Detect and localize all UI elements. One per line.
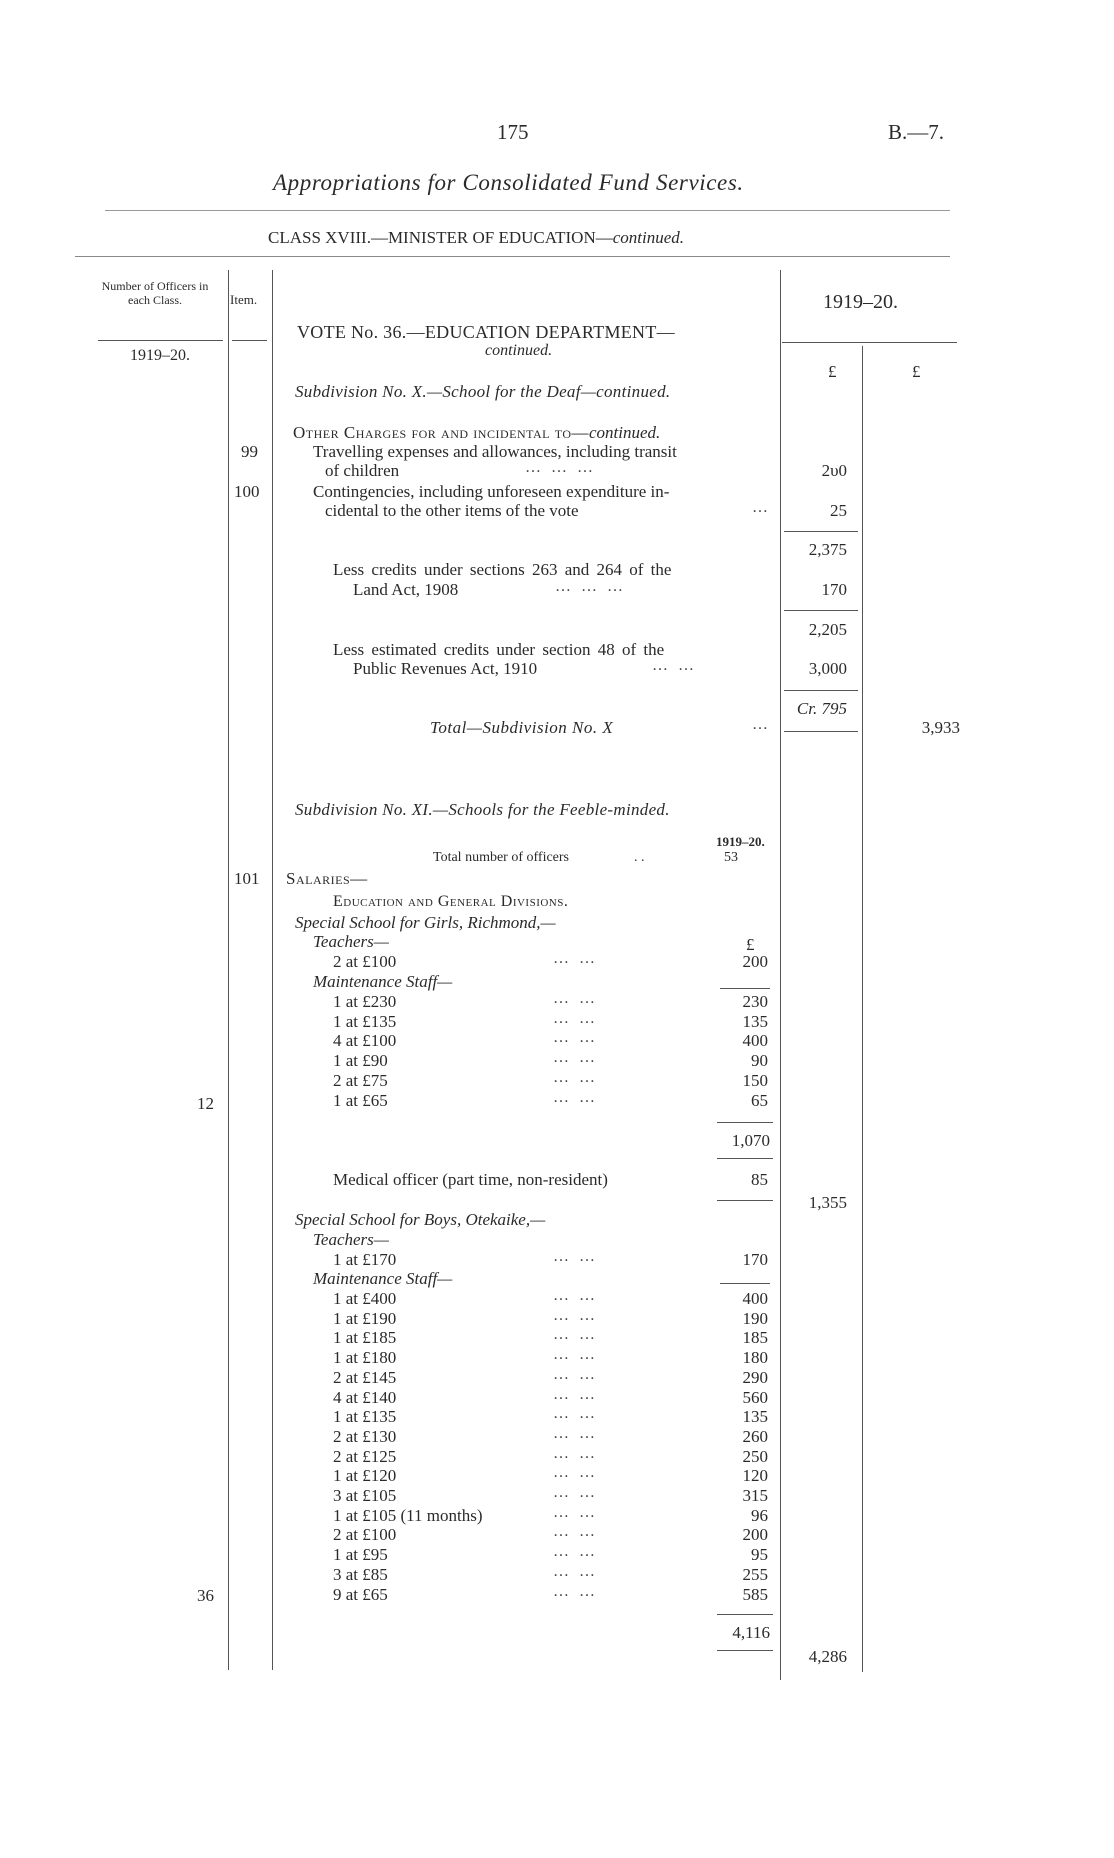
leader-dots: … … bbox=[553, 1326, 598, 1343]
leader-dots: … bbox=[752, 499, 771, 516]
medical-officer-amount: 85 bbox=[751, 1170, 768, 1189]
leader-dots: … … bbox=[553, 1010, 598, 1027]
subdivision-xi-heading: Subdivision No. XI.—Schools for the Feeble-minded. bbox=[295, 800, 670, 819]
salary-amount: 95 bbox=[751, 1545, 768, 1564]
leader-dots: … … bbox=[553, 1583, 598, 1600]
rule bbox=[784, 690, 858, 691]
leader-dots: … … bbox=[553, 1523, 598, 1540]
item-description-cont: of children bbox=[325, 461, 400, 480]
amount-column-rule bbox=[780, 270, 781, 1680]
medical-officer-label: Medical officer (part time, non-resident) bbox=[333, 1170, 608, 1189]
other-charges-continued: continued. bbox=[589, 423, 661, 442]
rule bbox=[720, 988, 770, 989]
salary-rate: 1 at £190 bbox=[333, 1309, 397, 1328]
other-charges-heading bbox=[293, 423, 660, 443]
officers-header-rule bbox=[98, 340, 223, 341]
header-rule bbox=[75, 256, 950, 257]
salary-amount: 180 bbox=[742, 1348, 768, 1367]
rule bbox=[784, 610, 858, 611]
salary-amount: 560 bbox=[742, 1388, 768, 1407]
rule bbox=[784, 731, 858, 732]
credit-amount: 3,000 bbox=[808, 659, 847, 678]
salary-amount: 90 bbox=[751, 1051, 768, 1070]
salary-rate: 1 at £180 bbox=[333, 1348, 397, 1367]
salary-rate: 2 at £145 bbox=[333, 1368, 397, 1387]
leader-dots: … … bbox=[553, 1425, 598, 1442]
class-heading bbox=[268, 228, 684, 248]
leader-dots: … … bbox=[652, 657, 697, 674]
salary-amount: 150 bbox=[742, 1071, 768, 1090]
item-amount: 2υ0 bbox=[821, 461, 847, 480]
leader-dots: … … bbox=[553, 1049, 598, 1066]
item-header-rule bbox=[232, 340, 267, 341]
salary-rate: 1 at £105 (11 months) bbox=[333, 1506, 483, 1525]
girls-subtotal: 1,070 bbox=[731, 1131, 770, 1150]
salary-amount: 65 bbox=[751, 1091, 768, 1110]
officers-year-label: 1919–20. bbox=[716, 834, 765, 849]
leader-dots: … … bbox=[553, 1405, 598, 1422]
page-reference: B.—7. bbox=[888, 120, 945, 144]
salary-rate: 4 at £100 bbox=[333, 1031, 397, 1050]
pound-sign: £ bbox=[746, 935, 755, 954]
boys-school-total: 4,286 bbox=[808, 1647, 847, 1666]
salary-rate: 1 at £135 bbox=[333, 1407, 397, 1426]
leader-dots: … … bbox=[553, 1248, 598, 1265]
item-number: 100 bbox=[234, 482, 260, 501]
leader-dots: … … bbox=[553, 1089, 598, 1106]
leader-dots: … … bbox=[553, 1445, 598, 1462]
rule bbox=[720, 1283, 770, 1284]
page-number: 175 bbox=[497, 120, 529, 144]
salary-rate: 1 at £185 bbox=[333, 1328, 397, 1347]
subdivision-x-heading: Subdivision No. X.—School for the Deaf—continued. bbox=[295, 382, 671, 401]
boys-maintenance-heading: Maintenance Staff— bbox=[313, 1269, 453, 1288]
salary-rate: 2 at £130 bbox=[333, 1427, 397, 1446]
officers-year: 1919–20. bbox=[130, 347, 190, 364]
salary-rate: 3 at £85 bbox=[333, 1565, 388, 1584]
officers-column-header: Number of Officers in each Class. bbox=[101, 279, 209, 307]
salary-amount: 96 bbox=[751, 1506, 768, 1525]
salary-amount: 255 bbox=[742, 1565, 768, 1584]
leader-dots: … … bbox=[553, 990, 598, 1007]
year-column-header: 1919–20. bbox=[823, 291, 898, 313]
officers-count-girls: 12 bbox=[197, 1094, 214, 1113]
page-title: Appropriations for Consolidated Fund Services. bbox=[273, 170, 744, 195]
girls-maintenance-heading: Maintenance Staff— bbox=[313, 972, 453, 991]
pound-sign-col1: £ bbox=[828, 362, 837, 381]
vote-continued: continued. bbox=[485, 342, 553, 359]
other-charges-label: Other Charges for and incidental to— bbox=[293, 423, 590, 442]
salaries-heading: Salaries— bbox=[286, 869, 368, 888]
girls-school-total: 1,355 bbox=[808, 1193, 847, 1212]
leader-dots: … … bbox=[553, 1346, 598, 1363]
subdivision-x-total-label: Total—Subdivision No. X bbox=[430, 718, 614, 737]
vote-title: VOTE No. 36.—EDUCATION DEPARTMENT— bbox=[297, 322, 675, 342]
officers-count: 53 bbox=[724, 850, 738, 865]
subdivision-x-total: 3,933 bbox=[921, 718, 960, 737]
leader-dots: … … bbox=[553, 1464, 598, 1481]
leader-dots: … … bbox=[553, 1504, 598, 1521]
salary-rate: 2 at £125 bbox=[333, 1447, 397, 1466]
officers-column-rule bbox=[228, 270, 229, 1670]
salary-amount: 120 bbox=[742, 1466, 768, 1485]
salary-rate: 1 at £400 bbox=[333, 1289, 397, 1308]
item-number: 101 bbox=[234, 869, 260, 888]
rule bbox=[717, 1200, 773, 1201]
salary-amount: 170 bbox=[742, 1250, 768, 1269]
leader-dots: … … bbox=[553, 1069, 598, 1086]
item-amount: 25 bbox=[830, 501, 847, 520]
salary-rate: 2 at £100 bbox=[333, 1525, 397, 1544]
leader-dots: … … bbox=[553, 1366, 598, 1383]
salary-amount: 290 bbox=[742, 1368, 768, 1387]
pound-sign-col2: £ bbox=[912, 362, 921, 381]
rule bbox=[717, 1158, 773, 1159]
boys-school-heading: Special School for Boys, Otekaike,— bbox=[295, 1210, 546, 1229]
rule bbox=[717, 1614, 773, 1615]
leader-dots: … … bbox=[553, 1484, 598, 1501]
rule bbox=[717, 1650, 773, 1651]
divisions-heading: Education and General Divisions. bbox=[333, 893, 569, 910]
leader-dots: … … bbox=[553, 1543, 598, 1560]
girls-school-heading: Special School for Girls, Richmond,— bbox=[295, 913, 556, 932]
girls-teachers-heading: Teachers— bbox=[313, 932, 389, 951]
salary-rate: 1 at £135 bbox=[333, 1012, 397, 1031]
salary-amount: 400 bbox=[742, 1031, 768, 1050]
less-credits-revenues-act-cont: Public Revenues Act, 1910 bbox=[353, 659, 538, 678]
salary-amount: 260 bbox=[742, 1427, 768, 1446]
salary-rate: 1 at £230 bbox=[333, 992, 397, 1011]
subtotal-amount: 2,205 bbox=[808, 620, 847, 639]
officers-count-boys: 36 bbox=[197, 1586, 214, 1605]
boys-subtotal: 4,116 bbox=[732, 1623, 770, 1642]
salary-amount: 135 bbox=[742, 1407, 768, 1426]
class-heading-continued: continued. bbox=[612, 228, 685, 247]
item-description: Contingencies, including unforeseen expenditure in- bbox=[313, 482, 670, 501]
salary-rate: 3 at £105 bbox=[333, 1486, 397, 1505]
rule bbox=[717, 1122, 773, 1123]
less-credits-land-act: Less credits under sections 263 and 264 of the bbox=[333, 560, 672, 579]
salary-rate: 1 at £65 bbox=[333, 1091, 388, 1110]
class-heading-main: CLASS XVIII.—MINISTER OF EDUCATION— bbox=[268, 228, 613, 247]
salary-rate: 1 at £90 bbox=[333, 1051, 388, 1070]
leader-dots: … … bbox=[553, 1029, 598, 1046]
salary-amount: 185 bbox=[742, 1328, 768, 1347]
officers-count-label: Total number of officers bbox=[433, 850, 569, 865]
salary-amount: 315 bbox=[742, 1486, 768, 1505]
salary-amount: 200 bbox=[742, 952, 768, 971]
item-number: 99 bbox=[241, 442, 258, 461]
salary-rate: 1 at £95 bbox=[333, 1545, 388, 1564]
leader-dots: … … bbox=[553, 1307, 598, 1324]
leader-dots: … … … bbox=[525, 459, 596, 476]
salary-rate: 2 at £75 bbox=[333, 1071, 388, 1090]
salary-rate: 1 at £170 bbox=[333, 1250, 397, 1269]
leader-dots: … … bbox=[553, 950, 598, 967]
leader-dots: … … … bbox=[555, 578, 626, 595]
item-description-cont: cidental to the other items of the vote bbox=[325, 501, 579, 520]
credit-amount: 170 bbox=[821, 580, 847, 599]
item-column-header: Item. bbox=[230, 292, 258, 307]
net-credit-amount: Cr. 795 bbox=[796, 699, 847, 718]
salary-amount: 230 bbox=[742, 992, 768, 1011]
rule bbox=[784, 531, 858, 532]
leader-dots: . . bbox=[634, 850, 645, 865]
total-column-rule bbox=[862, 346, 863, 1672]
item-description: Travelling expenses and allowances, including transit bbox=[313, 442, 677, 461]
salary-amount: 190 bbox=[742, 1309, 768, 1328]
less-credits-land-act-cont: Land Act, 1908 bbox=[353, 580, 459, 599]
salary-amount: 250 bbox=[742, 1447, 768, 1466]
salary-rate: 2 at £100 bbox=[333, 952, 397, 971]
salary-amount: 135 bbox=[742, 1012, 768, 1031]
leader-dots: … bbox=[752, 716, 771, 733]
subtotal-amount: 2,375 bbox=[808, 540, 847, 559]
leader-dots: … … bbox=[553, 1563, 598, 1580]
salary-rate: 4 at £140 bbox=[333, 1388, 397, 1407]
less-credits-revenues-act: Less estimated credits under section 48 of the bbox=[333, 640, 665, 659]
year-header-rule bbox=[782, 342, 957, 343]
salary-amount: 200 bbox=[742, 1525, 768, 1544]
salary-rate: 9 at £65 bbox=[333, 1585, 388, 1604]
salary-amount: 400 bbox=[742, 1289, 768, 1308]
item-column-rule bbox=[272, 270, 273, 1670]
salary-amount: 585 bbox=[742, 1585, 768, 1604]
salary-rate: 1 at £120 bbox=[333, 1466, 397, 1485]
boys-teachers-heading: Teachers— bbox=[313, 1230, 389, 1249]
leader-dots: … … bbox=[553, 1287, 598, 1304]
title-rule bbox=[105, 210, 950, 211]
leader-dots: … … bbox=[553, 1386, 598, 1403]
